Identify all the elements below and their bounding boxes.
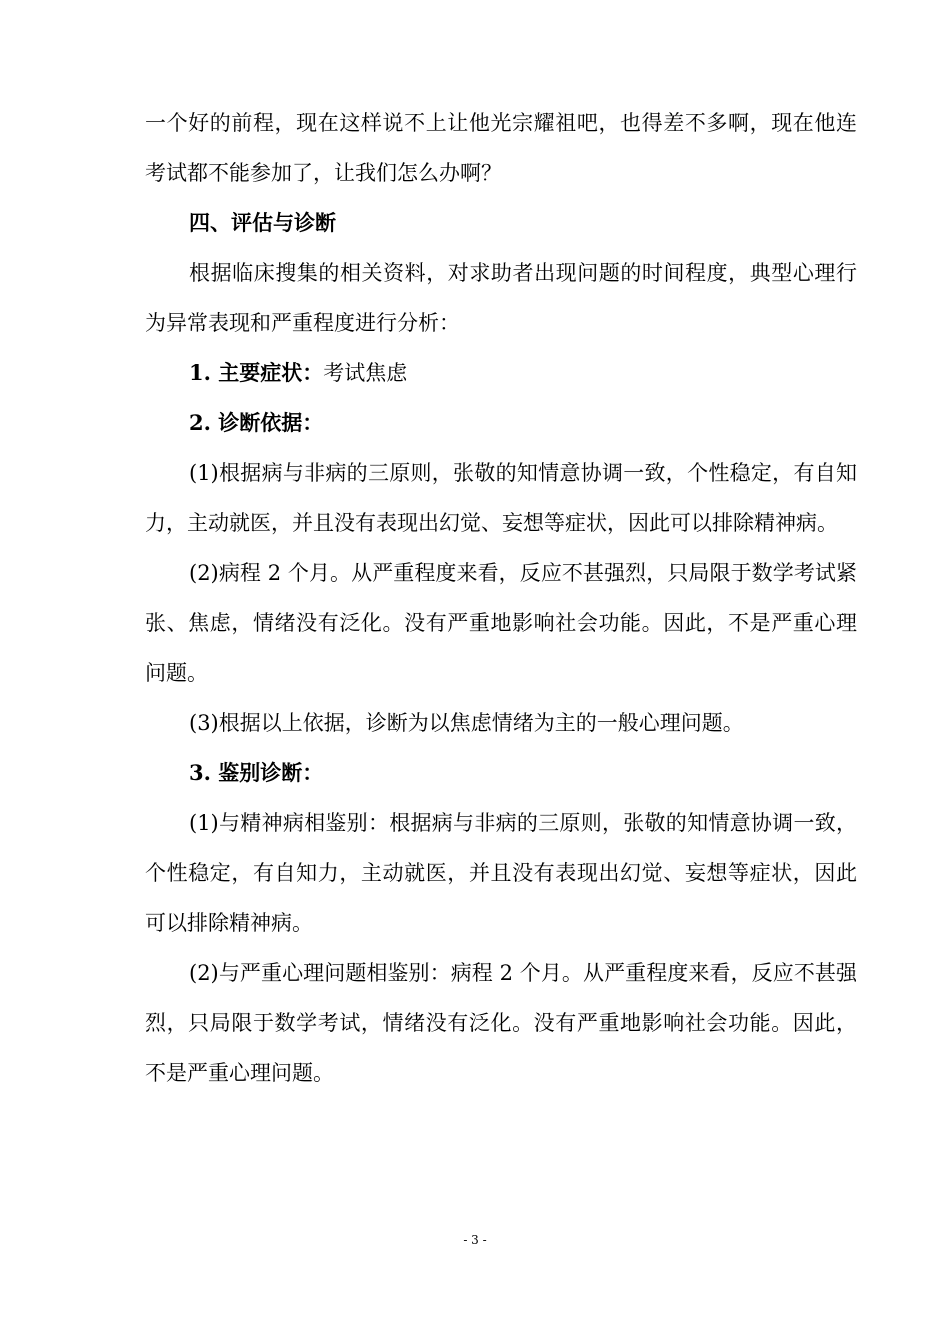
paragraph-basis-2: (2)病程 2 个月。从严重程度来看，反应不甚强烈，只局限于数学考试紧张、焦虑，情绪没有泛化。没有严重地影响社会功能。因此，不是严重心理问题。: [145, 561, 857, 685]
main-symptom-label: 1. 主要症状：: [189, 360, 324, 385]
paragraph-differential-2: (2)与严重心理问题相鉴别：病程 2 个月。从严重程度来看，反应不甚强烈，只局限于数学考试，情绪没有泛化。没有严重地影响社会功能。因此，不是严重心理问题。: [145, 961, 857, 1085]
paragraph-basis-3: (3)根据以上依据，诊断为以焦虑情绪为主的一般心理问题。: [189, 711, 744, 735]
document-body: [145, 98, 857, 1098]
main-symptom-value: 考试焦虑: [323, 361, 408, 385]
paragraph-continuation: 一个好的前程，现在这样说不上让他光宗耀祖吧，也得差不多啊，现在他连考试都不能参加了，让我们怎么办啊？: [145, 111, 857, 185]
main-symptom-line: [145, 348, 857, 398]
paragraph-intro: 根据临床搜集的相关资料，对求助者出现问题的时间程度，典型心理行为异常表现和严重程度进行分析：: [145, 261, 857, 335]
paragraph-differential-1: (1)与精神病相鉴别：根据病与非病的三原则，张敬的知情意协调一致，个性稳定，有自知力，主动就医，并且没有表现出幻觉、妄想等症状，因此可以排除精神病。: [145, 811, 857, 935]
paragraph-basis-1: (1)根据病与非病的三原则，张敬的知情意协调一致，个性稳定，有自知力，主动就医，并且没有表现出幻觉、妄想等症状，因此可以排除精神病。: [145, 461, 857, 535]
subheading-differential-diagnosis: 3. 鉴别诊断：: [189, 760, 324, 785]
section-heading: 四、评估与诊断: [189, 210, 336, 235]
subheading-diagnosis-basis: 2. 诊断依据：: [189, 410, 324, 435]
page-number: - 3 -: [463, 1233, 487, 1247]
